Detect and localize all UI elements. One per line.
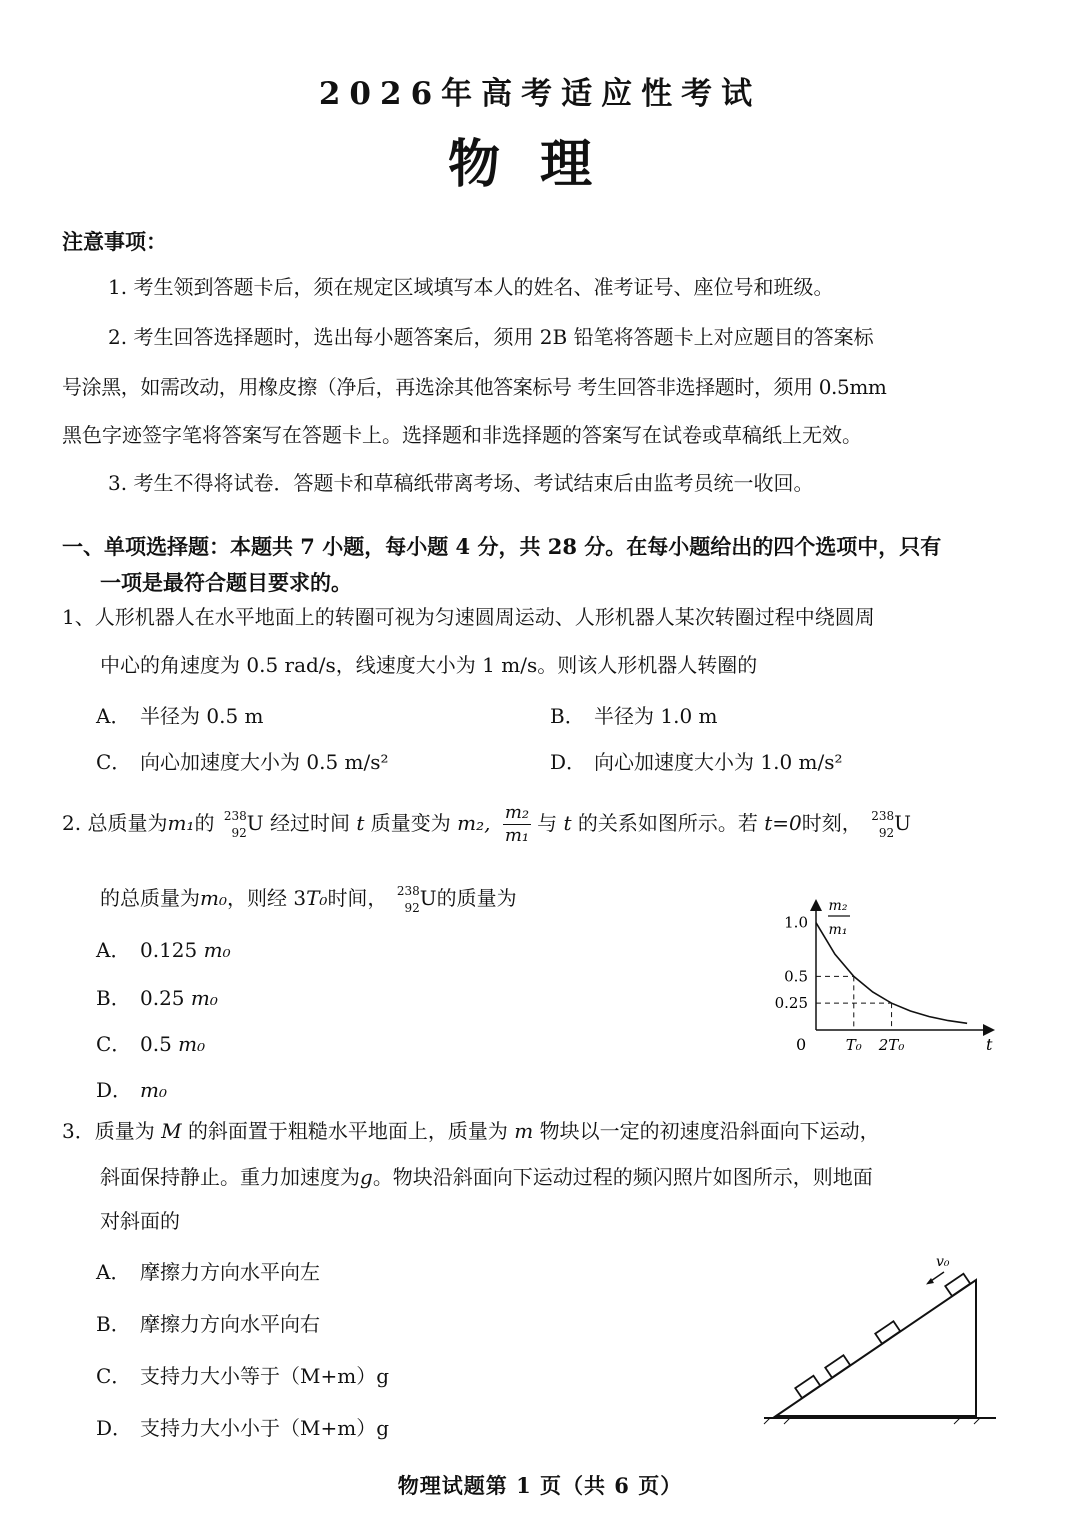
q2-var-T0: T₀ — [306, 886, 328, 910]
q2-number: 2. — [62, 811, 82, 835]
x-axis-label: t — [986, 1035, 993, 1054]
option-text: 摩擦力方向水平向左 — [140, 1260, 320, 1284]
option-text: 向心加速度大小为 1.0 m/s² — [594, 750, 843, 774]
iso-symbol: U — [419, 886, 437, 910]
option-letter: A． — [96, 704, 131, 728]
q2-text: 经过时间 — [270, 811, 351, 835]
q2-text: 的关系如图所示。若 — [577, 811, 758, 835]
y-tick-label: 0.25 — [774, 994, 808, 1013]
option-letter: C． — [96, 1364, 132, 1388]
q1-option-a — [96, 700, 264, 729]
q2-text: 的总质量为 — [100, 886, 200, 910]
q3-var-M: M — [161, 1119, 182, 1143]
option-text: 向心加速度大小为 0.5 m/s² — [140, 750, 389, 774]
q1-option-b — [550, 700, 718, 729]
uranium-isotope — [868, 810, 894, 840]
x-tick-label: T₀ — [845, 1036, 862, 1054]
q3-text: 的斜面置于粗糙水平地面上，质量为 — [187, 1119, 508, 1143]
option-text: 半径为 1.0 m — [594, 704, 718, 728]
option-letter: C． — [96, 750, 132, 774]
iso-atomic: 92 — [231, 825, 247, 840]
y-label-denominator: m₁ — [828, 922, 848, 938]
option-text: 支持力大小小于（M+m）g — [140, 1416, 390, 1440]
q1-stem-line-1: 1、人形机器人在水平地面上的转圈可视为匀速圆周运动、人形机器人某次转圈过程中绕圆周 — [62, 605, 875, 629]
option-letter: A． — [96, 938, 131, 962]
q2-t-zero: t=0 — [764, 811, 802, 835]
option-var: m₀ — [190, 986, 218, 1010]
option-text: 0.25 — [140, 986, 185, 1010]
option-var: m₀ — [203, 938, 231, 962]
option-text: 摩擦力方向水平向右 — [140, 1312, 320, 1336]
notice-item-2-line-1: 2. 考生回答选择题时，选出每小题答案后，须用 2B 铅笔将答题卡上对应题目的答案标 — [108, 325, 874, 349]
option-letter: B． — [550, 704, 585, 728]
option-letter: C． — [96, 1032, 132, 1056]
iso-atomic: 92 — [404, 900, 420, 915]
q2-var-t: t — [563, 811, 572, 835]
x-tick-label: 2T₀ — [878, 1036, 905, 1054]
y-label-numerator: m₂ — [828, 898, 848, 914]
q2-text: 的 — [194, 811, 215, 835]
notice-item-2-line-3: 黑色字迹签字笔将答案写在答题卡上。选择题和非选择题的答案写在试卷或草稿纸上无效。 — [62, 423, 862, 447]
q1-option-d — [550, 746, 843, 775]
decay-chart — [760, 890, 1000, 1065]
option-letter: A． — [96, 1260, 131, 1284]
option-letter: B． — [96, 1312, 131, 1336]
q3-text: 斜面保持静止。重力加速度为 — [100, 1165, 360, 1189]
q2-option-d — [96, 1074, 167, 1103]
option-letter: D． — [550, 750, 587, 774]
q2-var-m1: m₁ — [167, 811, 195, 835]
option-text: 0.125 — [140, 938, 198, 962]
q2-text: 的质量为 — [436, 886, 517, 910]
q3-option-c — [96, 1360, 389, 1389]
q2-option-b — [96, 982, 218, 1011]
option-text: 半径为 0.5 m — [140, 704, 264, 728]
q2-var-m0: m₀ — [200, 886, 227, 910]
fraction-numerator: m₂ — [504, 802, 530, 823]
origin-label: 0 — [796, 1035, 807, 1054]
option-letter: B． — [96, 986, 131, 1010]
incline-figure — [760, 1246, 1000, 1426]
q3-text: 。物块沿斜面向下运动过程的频闪照片如图所示，则地面 — [372, 1165, 873, 1189]
q3-var-g: g — [360, 1165, 373, 1189]
iso-mass: 238 — [223, 808, 247, 823]
q3-stem-line-3: 对斜面的 — [100, 1209, 180, 1233]
option-text: 支持力大小等于（M+m）g — [140, 1364, 390, 1388]
q3-option-d — [96, 1412, 389, 1441]
notice-item-2-line-2: 号涂黑，如需改动，用橡皮擦（净后，再选涂其他答案标号 考生回答非选择题时，须用 0.5mm — [62, 375, 887, 399]
y-tick-label: 0.5 — [784, 967, 808, 986]
uranium-isotope — [394, 885, 420, 915]
q2-text: ，则经 3 — [226, 886, 307, 910]
velocity-label: v₀ — [936, 1254, 950, 1270]
option-var: m₀ — [178, 1032, 206, 1056]
option-letter: D． — [96, 1416, 133, 1440]
option-var: m₀ — [140, 1078, 167, 1102]
iso-mass: 238 — [396, 883, 420, 898]
q1-option-c — [96, 746, 389, 775]
q3-stem-line-2 — [100, 1162, 873, 1192]
q2-text: 时刻， — [801, 811, 862, 835]
q2-var-t: t — [356, 811, 365, 835]
iso-mass: 238 — [871, 808, 895, 823]
q3-var-m: m — [514, 1119, 534, 1143]
iso-symbol: U — [246, 811, 264, 835]
q2-option-a — [96, 934, 231, 963]
q2-text: 质量变为 — [370, 811, 451, 835]
q2-text: 时间， — [327, 886, 388, 910]
fraction-denominator: m₁ — [504, 825, 530, 846]
page-footer: 物理试题第 1 页（共 6 页） — [397, 1473, 683, 1498]
q3-text: 物块以一定的初速度沿斜面向下运动， — [539, 1119, 880, 1143]
q2-stem-line-2 — [100, 880, 517, 916]
q2-text: 与 — [537, 811, 558, 835]
q3-stem-line-1 — [62, 1116, 880, 1146]
q2-text: 总质量为 — [87, 811, 168, 835]
notice-heading: 注意事项： — [62, 229, 167, 254]
subject-title: 物理 — [447, 134, 632, 195]
section-1-heading-line-2: 一项是最符合题目要求的。 — [100, 570, 352, 595]
iso-atomic: 92 — [878, 825, 895, 840]
y-tick-label: 1.0 — [784, 913, 808, 932]
iso-symbol: U — [894, 811, 912, 835]
notice-item-3: 3. 考生不得将试卷．答题卡和草稿纸带离考场、考试结束后由监考员统一收回。 — [108, 471, 814, 495]
option-text: 0.5 — [140, 1032, 172, 1056]
exam-title: 2026年高考适应性考试 — [318, 76, 762, 112]
q3-text: 3．质量为 — [62, 1119, 155, 1143]
mass-ratio-fraction — [503, 802, 531, 847]
uranium-isotope — [221, 810, 247, 840]
notice-item-1: 1. 考生领到答题卡后，须在规定区域填写本人的姓名、准考证号、座位号和班级。 — [108, 275, 834, 299]
option-letter: D． — [96, 1078, 133, 1102]
q1-stem-line-2: 中心的角速度为 0.5 rad/s，线速度大小为 1 m/s。则该人形机器人转圈的 — [100, 653, 758, 677]
q3-option-b — [96, 1308, 320, 1337]
q2-stem-line-1 — [62, 800, 911, 847]
q2-option-c — [96, 1028, 205, 1057]
q2-var-m2: m₂, — [457, 811, 491, 835]
q3-option-a — [96, 1256, 320, 1285]
section-1-heading-line-1: 一、单项选择题：本题共 7 小题，每小题 4 分，共 28 分。在每小题给出的四个选项中，只有 — [62, 534, 942, 559]
